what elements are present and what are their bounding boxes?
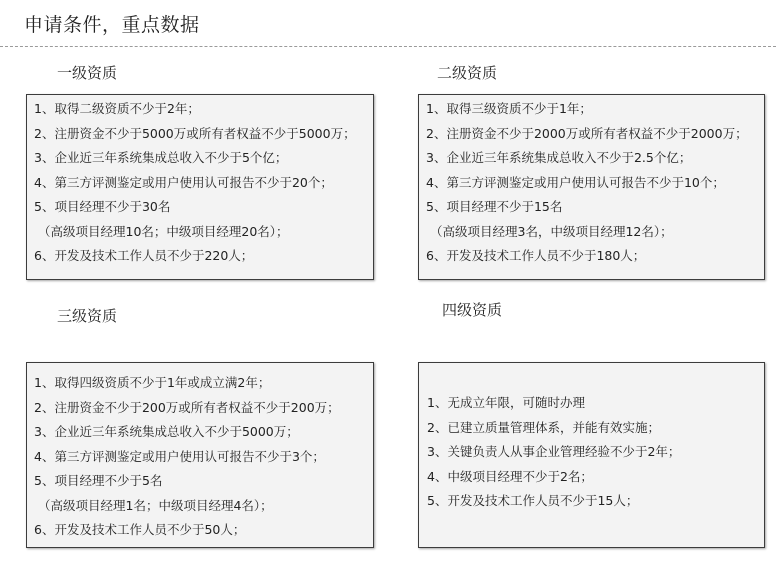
- requirements-list: [34, 371, 373, 543]
- requirements-list: [426, 97, 764, 269]
- section-heading-level-4: 四级资质: [442, 301, 503, 319]
- requirement-item: 2、注册资金不少于2000万或所有者权益不少于2000万；: [426, 125, 748, 141]
- requirement-item: 3、企业近三年系统集成总收入不少于5个亿；: [34, 150, 288, 165]
- section-heading-level-1: 一级资质: [57, 64, 118, 82]
- section-heading-level-2: 二级资质: [437, 64, 498, 82]
- requirement-item: 6、开发及技术工作人员不少于180人；: [426, 248, 646, 263]
- requirement-item: 2、注册资金不少于5000万或所有者权益不少于5000万；: [34, 125, 356, 141]
- requirements-list: [427, 391, 764, 514]
- requirement-item: 6、开发及技术工作人员不少于220人；: [34, 248, 254, 263]
- requirement-item: 5、项目经理不少于15名: [426, 199, 563, 214]
- requirement-item: 3、关键负责人从事企业管理经验不少于2年；: [427, 444, 681, 459]
- requirement-item: 3、企业近三年系统集成总收入不少于2.5个亿；: [426, 150, 692, 165]
- requirement-item: 5、开发及技术工作人员不少于15人；: [427, 493, 639, 508]
- requirement-item: 4、第三方评测鉴定或用户使用认可报告不少于3个；: [34, 448, 325, 464]
- requirements-box-level-3: [26, 362, 374, 548]
- page-title: 申请条件，重点数据: [24, 14, 200, 36]
- requirement-item: 1、取得三级资质不少于1年；: [426, 101, 592, 116]
- requirement-item: 4、第三方评测鉴定或用户使用认可报告不少于10个；: [426, 174, 725, 190]
- requirement-item: 2、已建立质量管理体系，并能有效实施；: [427, 419, 660, 435]
- requirement-item-note: （高级项目经理3名，中级项目经理12名）；: [430, 223, 673, 239]
- requirement-item-note: （高级项目经理1名；中级项目经理4名）；: [38, 497, 273, 513]
- requirement-item: 4、第三方评测鉴定或用户使用认可报告不少于20个；: [34, 174, 333, 190]
- requirement-item: 3、企业近三年系统集成总收入不少于5000万；: [34, 424, 299, 439]
- requirements-box-level-4: [418, 362, 765, 548]
- requirement-item: 1、取得四级资质不少于1年或成立满2年；: [34, 375, 271, 390]
- requirement-item: 6、开发及技术工作人员不少于50人；: [34, 522, 246, 537]
- requirements-box-level-1: [26, 94, 374, 280]
- requirements-list: [34, 97, 373, 269]
- requirement-item: 1、无成立年限，可随时办理: [427, 395, 585, 410]
- requirement-item: 5、项目经理不少于30名: [34, 199, 171, 214]
- title-divider: [0, 46, 776, 47]
- section-heading-level-3: 三级资质: [57, 307, 118, 325]
- requirement-item: 5、项目经理不少于5名: [34, 473, 163, 488]
- requirement-item: 1、取得二级资质不少于2年；: [34, 101, 200, 116]
- requirement-item-note: （高级项目经理10名；中级项目经理20名）；: [38, 223, 289, 239]
- requirements-box-level-2: [418, 94, 765, 280]
- requirement-item: 4、中级项目经理不少于2名；: [427, 468, 593, 484]
- requirement-item: 2、注册资金不少于200万或所有者权益不少于200万；: [34, 399, 340, 415]
